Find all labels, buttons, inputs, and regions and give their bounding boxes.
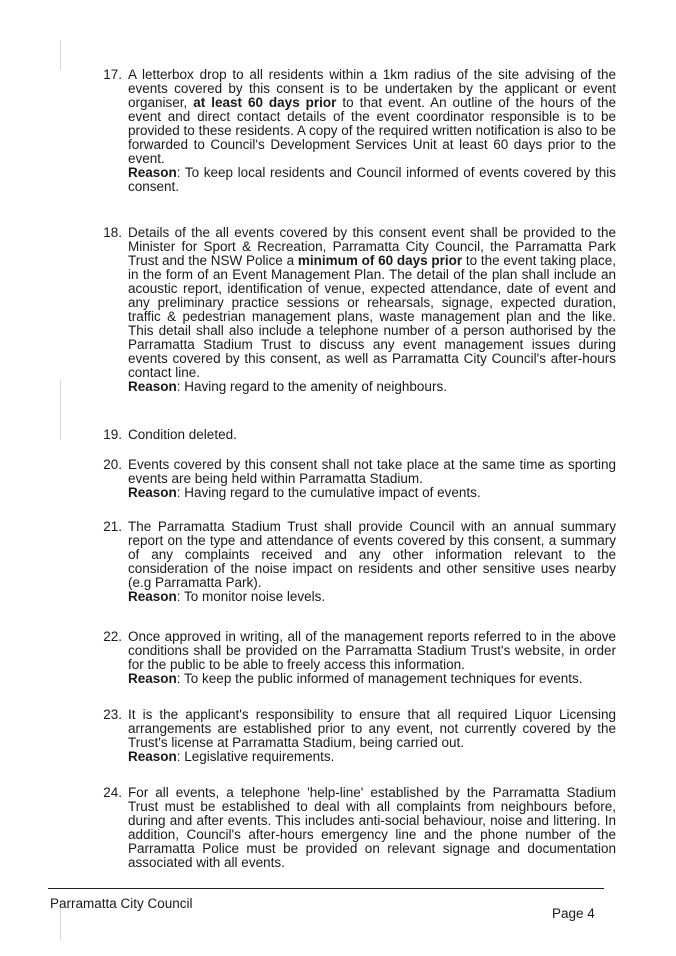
reason-label: Reason [128,485,177,500]
condition-number: 22. [103,629,122,644]
reason-label: Reason [128,379,177,394]
condition-text-part: The Parramatta Stadium Trust shall provide Council with an annual summary report on the type and attendance of events covered by this consent, a summary of any complaints received and any other information relevant to the consideration of the noise impact on residents and other sensitive uses nearby (e.g Parramatta Park). [128,519,616,590]
reason-label: Reason [128,671,177,686]
reason-text: : Having regard to the cumulative impact of events. [176,485,481,500]
condition-text [128,68,616,194]
condition-number: 18. [103,225,122,240]
condition-20 [88,458,616,500]
reason-label: Reason [128,165,177,180]
condition-21 [88,520,616,604]
condition-number: 24. [103,785,122,800]
condition-number: 19. [103,427,122,442]
condition-text-part: Events covered by this consent shall not take place at the same time as sporting events are being held within Parramatta Stadium. [128,457,616,486]
condition-24 [88,786,616,870]
condition-23 [88,708,616,764]
condition-emphasis: at least 60 days prior [193,95,337,110]
condition-text [128,458,616,500]
condition-text [128,708,616,764]
footer-divider [48,888,604,889]
condition-text-part: to that event. An outline of the hours of the event and direct contact details of the event coordinator responsible is to be provided to these residents. A copy of the required written notification is also to be forwarded to Council's Development Services Unit at least 60 days prior to the event. [128,95,616,166]
condition-text [128,226,616,394]
condition-text-part: Details of the all events covered by this consent event shall be provided to the Minister for Sport & Recreation, Parramatta City Council, the Parramatta Park Trust and the NSW Police a [128,225,616,268]
condition-number: 17. [103,67,122,82]
page-number: Page 4 [552,906,595,921]
condition-19 [88,428,616,442]
condition-text-part: Once approved in writing, all of the management reports referred to in the above conditions shall be provided on the Parramatta Stadium Trust's website, in order for the public to be able to freely access this information. [128,629,616,672]
reason-text: : Having regard to the amenity of neighbours. [176,379,447,394]
scan-margin-mark [60,380,61,440]
scan-margin-mark [60,40,61,70]
condition-text-part: to the event taking place, in the form of an Event Management Plan. The detail of the plan shall include an acoustic report, identification of venue, expected attendance, date of event and any preliminary practice sessions or rehearsals, signage, expected duration, traffic & pedestrian management plans, waste management plan and the like. This detail shall also include a telephone number of a person authorised by the Parramatta Stadium Trust to discuss any event management issues during events covered by this consent, as well as Parramatta City Council's after-hours contact line. [128,253,616,380]
reason-text: : To monitor noise levels. [176,589,326,604]
reason-text: : Legislative requirements. [176,749,335,764]
condition-text-part: For all events, a telephone 'help-line' established by the Parramatta Stadium Trust must be established to deal with all complaints from neighbours before, during and after events. This includes anti-social behaviour, noise and littering. In addition, Council's after-hours emergency line and the phone number of the Parramatta Police must be provided on relevant signage and documentation associated with all events. [128,785,616,870]
condition-emphasis: minimum of 60 days prior [297,253,463,268]
condition-17 [88,68,616,194]
reason-text: : To keep local residents and Council informed of events covered by this consent. [128,165,616,194]
reason-label: Reason [128,589,177,604]
condition-text-part: Condition deleted. [128,427,237,442]
reason-text: : To keep the public informed of management techniques for events. [176,671,583,686]
condition-number: 21. [103,519,122,534]
condition-22 [88,630,616,686]
condition-text-part: A letterbox drop to all residents within a 1km radius of the site advising of the events covered by this consent is to be undertaken by the applicant or event organiser, [128,67,616,110]
condition-number: 20. [103,457,122,472]
condition-text [128,428,616,442]
footer-organisation: Parramatta City Council [50,896,193,911]
condition-text-part: It is the applicant's responsibility to ensure that all required Liquor Licensing arrangements are established prior to any event, not currently covered by the Trust's license at Parramatta Stadium, being carried out. [128,707,616,750]
condition-number: 23. [103,707,122,722]
condition-text [128,786,616,870]
condition-text [128,520,616,604]
condition-text [128,630,616,686]
reason-label: Reason [128,749,177,764]
condition-18 [88,226,616,394]
